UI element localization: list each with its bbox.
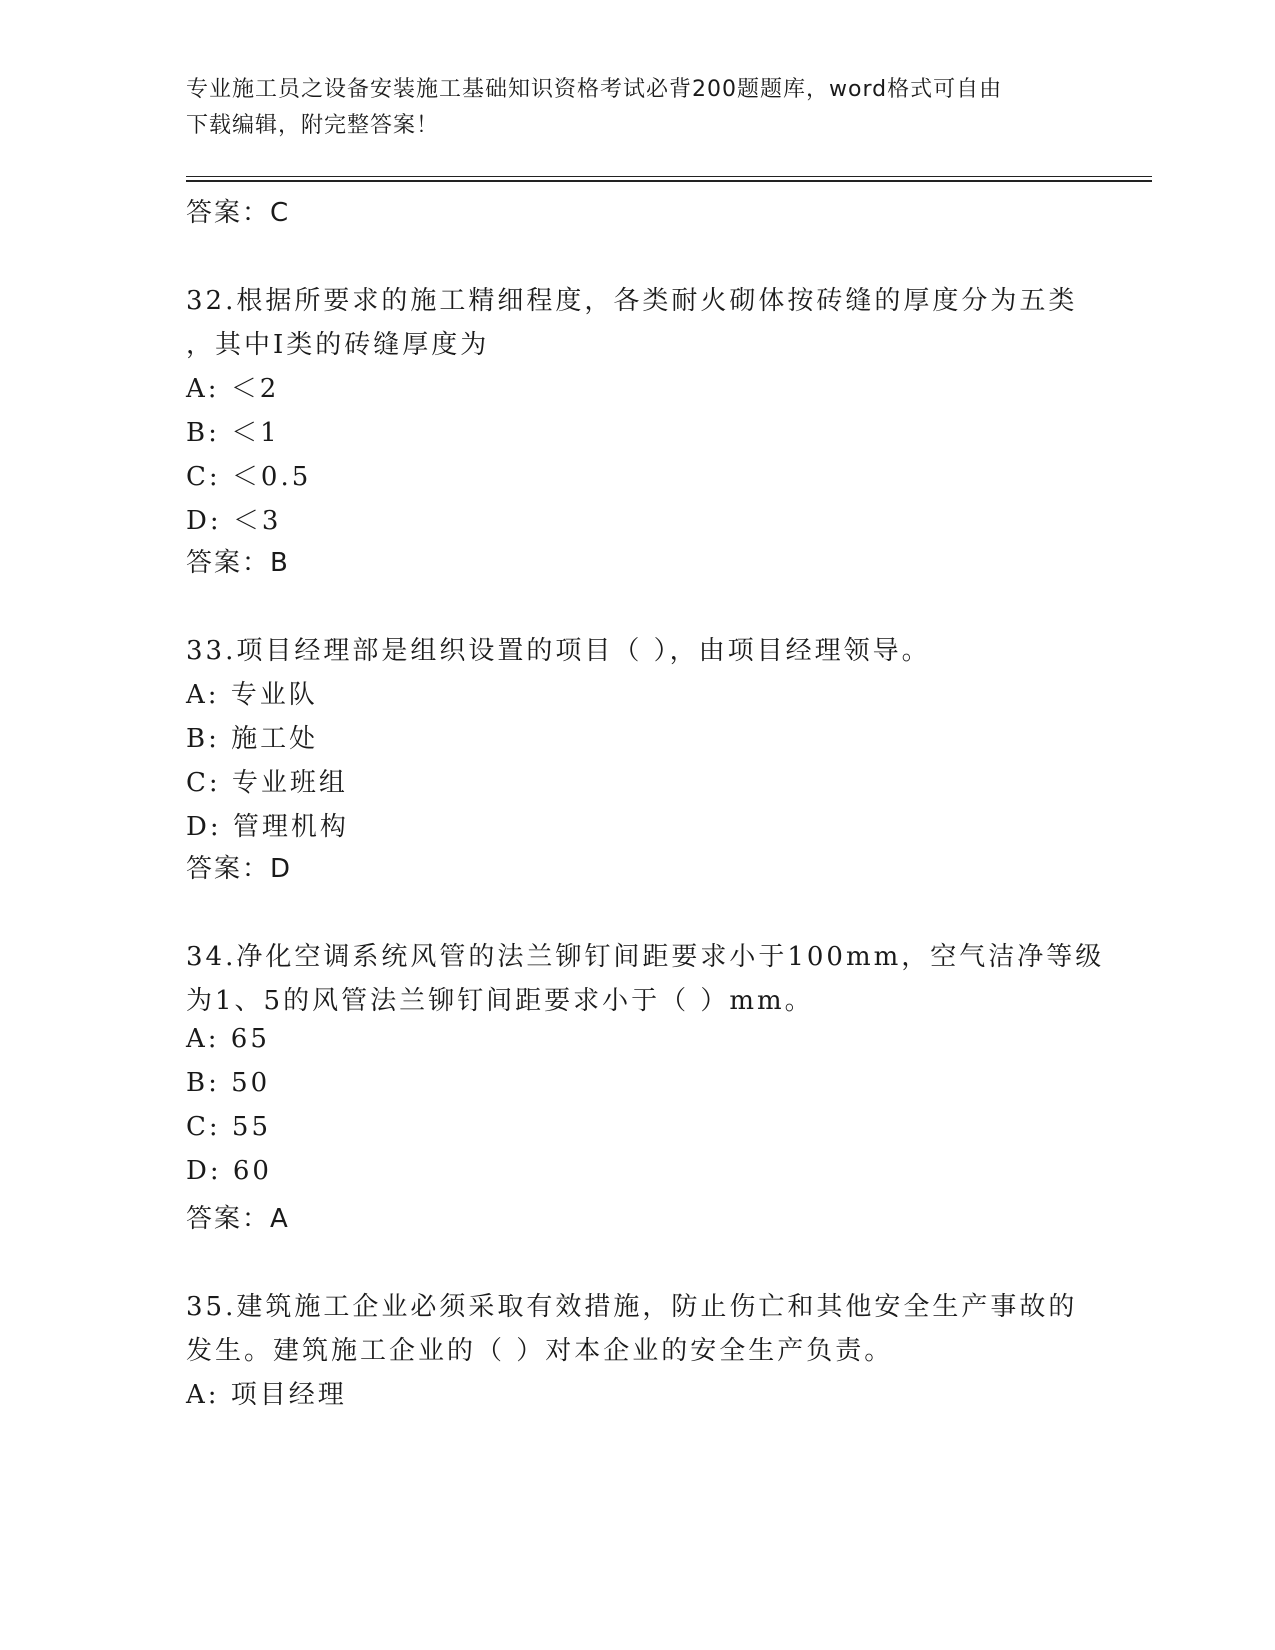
answer-previous: 答案：C xyxy=(186,198,291,228)
question-35-line-2: 发生。建筑施工企业的（ ）对本企业的安全生产负责。 xyxy=(186,1336,894,1366)
header-rule-thin xyxy=(186,176,1152,177)
question-33-option-c: C: 专业班组 xyxy=(186,768,348,798)
question-32-option-c: C: ＜0.5 xyxy=(186,462,312,492)
question-34-line-1: 34.净化空调系统风管的法兰铆钉间距要求小于100mm，空气洁净等级 xyxy=(186,942,1105,972)
question-32-option-b: B: ＜1 xyxy=(186,418,280,448)
header-line-1: 专业施工员之设备安装施工基础知识资格考试必背200题题库，word格式可自由 xyxy=(186,77,1003,102)
question-35-line-1: 35.建筑施工企业必须采取有效措施，防止伤亡和其他安全生产事故的 xyxy=(186,1292,1078,1322)
question-34-option-d: D: 60 xyxy=(186,1156,272,1186)
question-32-line-2: ，其中Ⅰ类的砖缝厚度为 xyxy=(186,330,490,360)
question-33-option-b: B: 施工处 xyxy=(186,724,319,754)
question-32-answer: 答案：B xyxy=(186,548,290,578)
question-33-answer: 答案：D xyxy=(186,854,293,884)
question-34-line-2: 为1、5的风管法兰铆钉间距要求小于（ ）mm。 xyxy=(186,986,814,1016)
question-34-option-b: B: 50 xyxy=(186,1068,271,1098)
question-35-option-a: A: 项目经理 xyxy=(186,1380,347,1410)
question-34-option-a: A: 65 xyxy=(186,1024,270,1054)
question-32-option-d: D: ＜3 xyxy=(186,506,282,536)
document-header xyxy=(186,72,1066,144)
question-34-option-c: C: 55 xyxy=(186,1112,272,1142)
question-34-answer: 答案：A xyxy=(186,1204,290,1234)
header-line-2: 下载编辑，附完整答案！ xyxy=(186,113,440,138)
question-33-line-1: 33.项目经理部是组织设置的项目（ ），由项目经理领导。 xyxy=(186,636,931,666)
question-33-option-d: D: 管理机构 xyxy=(186,812,349,842)
header-rule-thick xyxy=(186,180,1152,182)
question-33-option-a: A: 专业队 xyxy=(186,680,318,710)
question-32-line-1: 32.根据所要求的施工精细程度，各类耐火砌体按砖缝的厚度分为五类 xyxy=(186,286,1078,316)
question-32-option-a: A: ＜2 xyxy=(186,374,280,404)
